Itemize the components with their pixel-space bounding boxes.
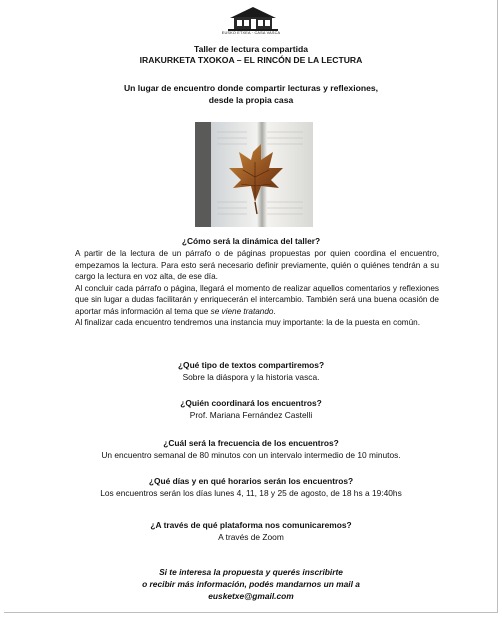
platform-section — [0, 520, 502, 543]
schedule-answer: Los encuentros serán los días lunes 4, 11, 18 y 25 de agosto, de 18 hs a 19:40hs — [100, 487, 402, 498]
title-line-2: IRAKURKETA TXOKOA – EL RINCÓN DE LA LECTURA — [139, 55, 363, 65]
frequency-answer: Un encuentro semanal de 80 minutos con un intervalo intermedio de 10 minutos. — [101, 449, 401, 460]
dynamics-paragraph-2-text: Al concluir cada párrafo o página, llegará el momento de realizar aquellos comentarios y reflexiones que sin lugar a dudas facilitarán y enriquecerán el intercambio. También será una buena ocasión de aportar más información al tema que — [75, 283, 439, 316]
dynamics-question: ¿Cómo será la dinámica del taller? — [181, 236, 321, 246]
platform-question: ¿A través de qué plataforma nos comunicaremos? — [150, 520, 352, 530]
title-block — [0, 44, 502, 66]
texts-answer: Sobre la diáspora y la historia vasca. — [182, 371, 320, 382]
subtitle-block — [0, 82, 502, 106]
closing-line-2: o recibir más información, podés mandarnos un mail a — [142, 579, 360, 589]
dynamics-paragraph-2-italic: se viene tratando — [210, 306, 274, 316]
coordinator-answer: Prof. Mariana Fernández Castelli — [189, 409, 313, 420]
coordinator-section — [0, 398, 502, 421]
texts-question: ¿Qué tipo de textos compartiremos? — [177, 360, 325, 370]
dynamics-body — [75, 248, 439, 329]
contact-email: eusketxe@gmail.com — [208, 591, 294, 601]
eusko-etxea-logo — [226, 4, 280, 34]
closing-line-1: Si te interesa la propuesta y querés inscribirte — [159, 567, 343, 577]
dynamics-paragraph-1: A partir de la lectura de un párrafo o de páginas propuestas por quien coordina el encuentro, empezamos la lectura. Para esto será necesario definir previamente, quién o quiénes tendrán a su cargo la lectura en voz alta, de ese día. — [75, 249, 439, 282]
dynamics-paragraph-3: Al finalizar cada encuentro tendremos una instancia muy importante: la de la puesta en común. — [75, 318, 420, 328]
coordinator-question: ¿Quién coordinará los encuentros? — [180, 398, 322, 408]
frequency-question: ¿Cuál será la frecuencia de los encuentros? — [163, 438, 339, 448]
platform-answer: A través de Zoom — [218, 531, 284, 542]
closing-block — [0, 566, 502, 602]
logo-caption: EUSKO ETXEA · CASA VASCA — [221, 31, 281, 35]
dynamics-paragraph-2 — [75, 283, 439, 318]
schedule-question: ¿Qué días y en qué horarios serán los encuentros? — [148, 476, 354, 486]
schedule-section — [0, 476, 502, 499]
subtitle-line-1: Un lugar de encuentro donde compartir lecturas y reflexiones, — [123, 83, 379, 93]
subtitle-line-2: desde la propia casa — [208, 95, 294, 105]
title-line-1: Taller de lectura compartida — [194, 44, 308, 54]
dynamics-paragraph-2-end: . — [273, 306, 276, 316]
dynamics-section — [0, 236, 502, 248]
book-leaf-photo — [195, 122, 313, 227]
frequency-section — [0, 438, 502, 461]
texts-section — [0, 360, 502, 383]
